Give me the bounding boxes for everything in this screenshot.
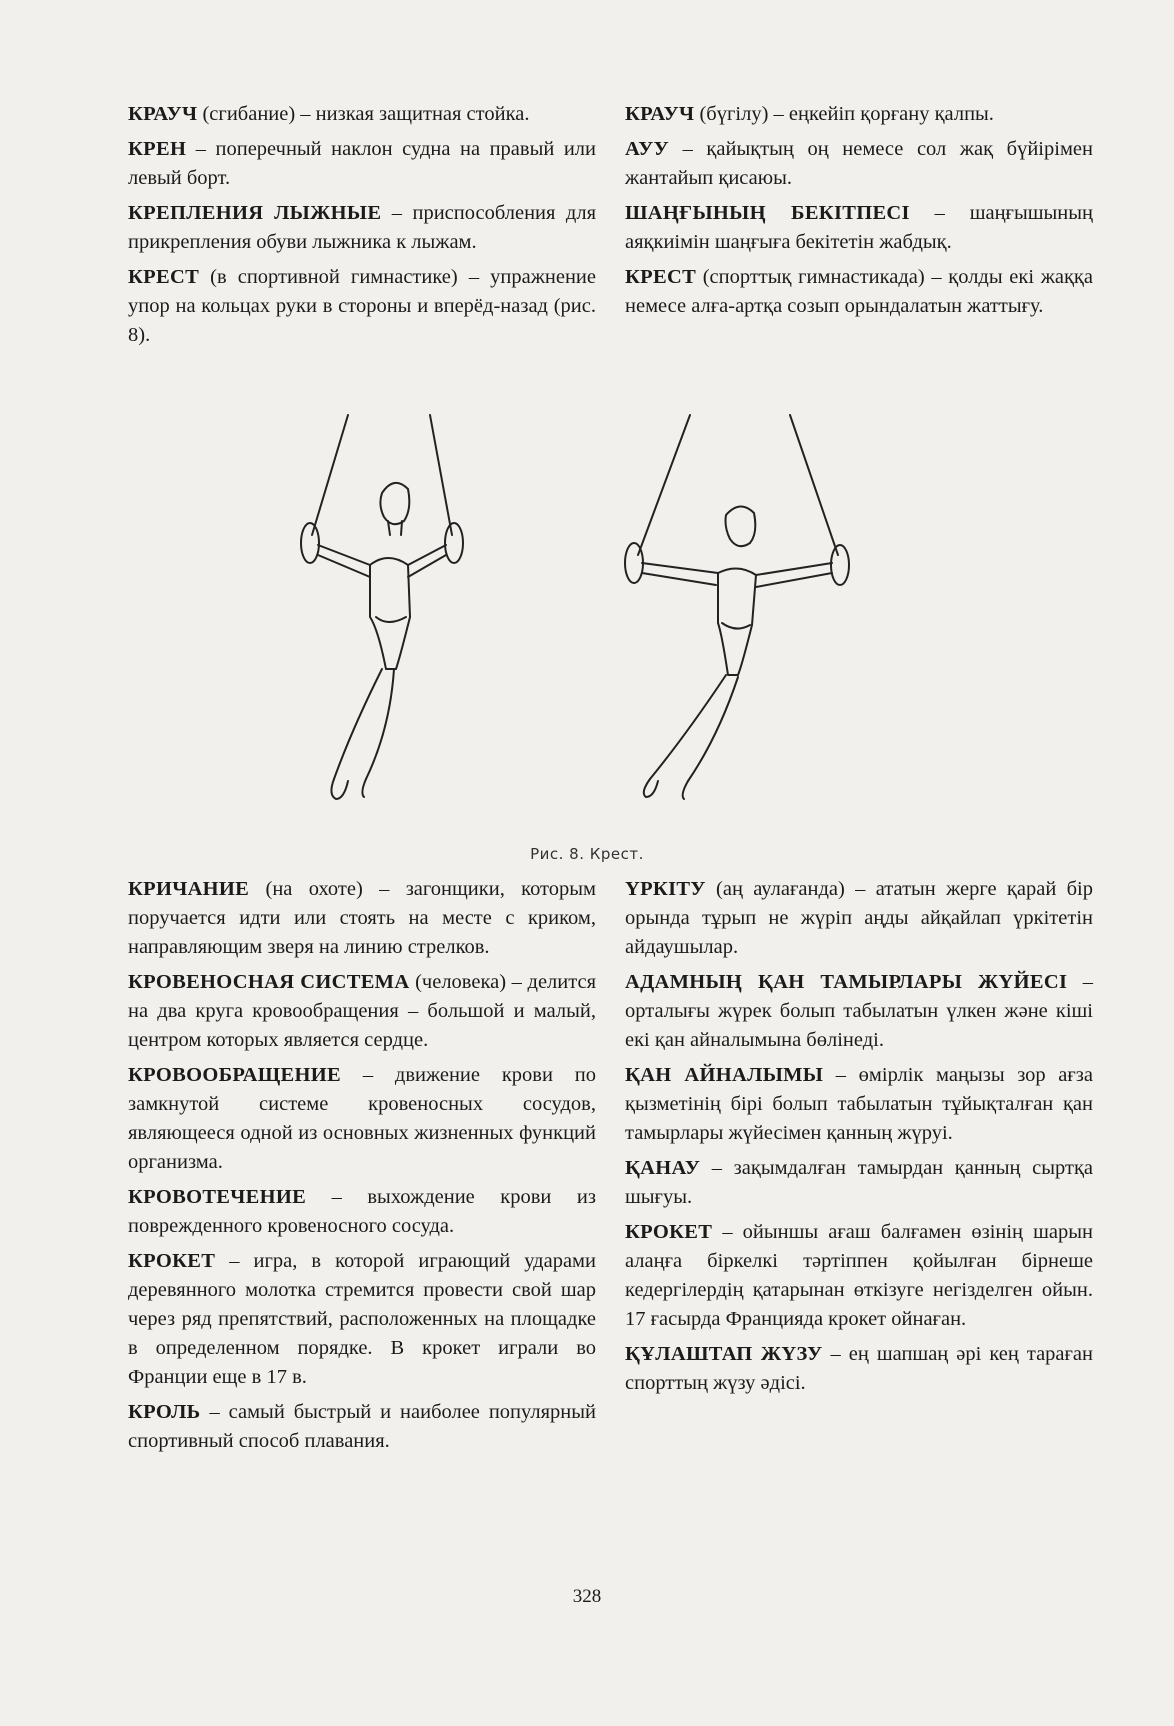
- entry: [128, 1183, 596, 1241]
- entry: [128, 1061, 596, 1177]
- entry-text: (в спортивной гимнастике) – упражнение упор на кольцах руки в стороны и вперёд-назад (рис. 8).: [128, 266, 596, 346]
- entry-term: ҚҰЛАШТАП ЖҮЗУ: [625, 1343, 823, 1365]
- gymnast-front-view: [301, 415, 463, 799]
- entry: [625, 875, 1093, 962]
- entry: [128, 199, 596, 257]
- entry-text: – орталығы жүрек болып табылатын үлкен және кіші екі қан айналымына бөлінеді.: [625, 971, 1093, 1051]
- entry-text: (спорттық гимнастикада) – қолды екі жаққа немесе алға-артқа созып орындалатын жаттығу.: [625, 266, 1093, 317]
- entry: [128, 875, 596, 962]
- entry-text: – ойыншы ағаш балғамен өзінің шарын алаңға біркелкі тәртіппен қойылған бірнеше кедергілердің қатарынан өткізуге негізделген ойын. 17 ғасырда Францияда крокет ойнаған.: [625, 1221, 1093, 1330]
- right-column-bottom: [625, 875, 1093, 1404]
- entry-text: – өмірлік маңызы зор ағза қызметінің бірі болып табылатын тұйықталған қан тамырлары жүйесімен қанның жүруі.: [625, 1064, 1093, 1144]
- entry-term: ШАҢҒЫНЫҢ БЕКІТПЕСІ: [625, 202, 910, 224]
- gymnast-rings-illustration: [270, 405, 910, 835]
- entry: [625, 135, 1093, 193]
- entry-text: – приспособления для прикрепления обуви лыжника к лыжам.: [128, 202, 596, 253]
- right-column-top: [625, 100, 1093, 327]
- entry: [625, 1340, 1093, 1398]
- entry: [625, 1061, 1093, 1148]
- entry-term: КРЕПЛЕНИЯ ЛЫЖНЫЕ: [128, 202, 382, 224]
- entry: [128, 1247, 596, 1392]
- entry-term: КРЕСТ: [128, 266, 200, 288]
- entry: [128, 263, 596, 350]
- entry-term: КРЕН: [128, 138, 187, 160]
- entry-term: КРОВОТЕЧЕНИЕ: [128, 1186, 307, 1208]
- entry-term: КРЕСТ: [625, 266, 697, 288]
- left-column-top: [128, 100, 596, 356]
- entry-text: – шаңғышының аяқкиімін шаңғыға бекітетін жабдық.: [625, 202, 1093, 253]
- entry-text: (сгибание) – низкая защитная стойка.: [197, 103, 530, 125]
- entry-term: ҚАН АЙНАЛЫМЫ: [625, 1064, 824, 1086]
- entry: [625, 1218, 1093, 1334]
- entry-term: АДАМНЫҢ ҚАН ТАМЫРЛАРЫ ЖҮЙЕСІ: [625, 971, 1068, 993]
- page-number: 328: [572, 1586, 602, 1607]
- entry-term: АУУ: [625, 138, 669, 160]
- gymnast-side-view: [625, 415, 849, 799]
- entry-text: (бүгілу) – еңкейіп қорғану қалпы.: [694, 103, 994, 125]
- entry-text: – игра, в которой играющий ударами деревянного молотка стремится провести свой шар через ряд препятствий, расположенных на площадке в определенном порядке. В крокет играли во Франции еще в 17 в.: [128, 1250, 596, 1388]
- entry-term: ҮРКІТУ: [625, 878, 706, 900]
- entry: [625, 199, 1093, 257]
- entry-term: ҚАНАУ: [625, 1157, 701, 1179]
- entry-text: – поперечный наклон судна на правый или левый борт.: [128, 138, 596, 189]
- left-column-bottom: [128, 875, 596, 1462]
- entry-term: КРОЛЬ: [128, 1401, 201, 1423]
- entry-text: (человека) – делится на два круга кровообращения – большой и малый, центром которых является сердце.: [128, 971, 596, 1051]
- entry-term: КРИЧАНИЕ: [128, 878, 250, 900]
- entry: [128, 100, 596, 129]
- entry-term: КРОКЕТ: [625, 1221, 713, 1243]
- entry: [128, 135, 596, 193]
- entry-text: (аң аулағанда) – ататын жерге қарай бір орында тұрып не жүріп аңды айқайлап үркітетін айдаушылар.: [625, 878, 1093, 958]
- entry: [128, 968, 596, 1055]
- entry-term: КРОКЕТ: [128, 1250, 216, 1272]
- entry: [625, 968, 1093, 1055]
- entry-text: (на охоте) – загонщики, которым поручается идти или стоять на месте с криком, направляющим зверя на линию стрелков.: [128, 878, 596, 958]
- entry-term: КРАУЧ: [128, 103, 198, 125]
- entry-text: – ең шапшаң әрі кең тараған спорттың жүзу әдісі.: [625, 1343, 1093, 1394]
- entry-term: КРАУЧ: [625, 103, 695, 125]
- entry-term: КРОВООБРАЩЕНИЕ: [128, 1064, 341, 1086]
- entry-text: – қайықтың оң немесе сол жақ бүйірімен жантайып қисаюы.: [625, 138, 1093, 189]
- entry-term: КРОВЕНОСНАЯ СИСТЕМА: [128, 971, 410, 993]
- entry-text: – самый быстрый и наиболее популярный спортивный способ плавания.: [128, 1401, 596, 1452]
- entry: [625, 263, 1093, 321]
- entry: [625, 100, 1093, 129]
- figure-caption: Рис. 8. Крест.: [530, 845, 644, 863]
- entry: [625, 1154, 1093, 1212]
- entry-text: – зақымдалған тамырдан қанның сыртқа шығуы.: [625, 1157, 1093, 1208]
- entry: [128, 1398, 596, 1456]
- entry-text: – движение крови по замкнутой системе кровеносных сосудов, являющееся одной из основных жизненных функций организма.: [128, 1064, 596, 1173]
- entry-text: – выхождение крови из поврежденного кровеносного сосуда.: [128, 1186, 596, 1237]
